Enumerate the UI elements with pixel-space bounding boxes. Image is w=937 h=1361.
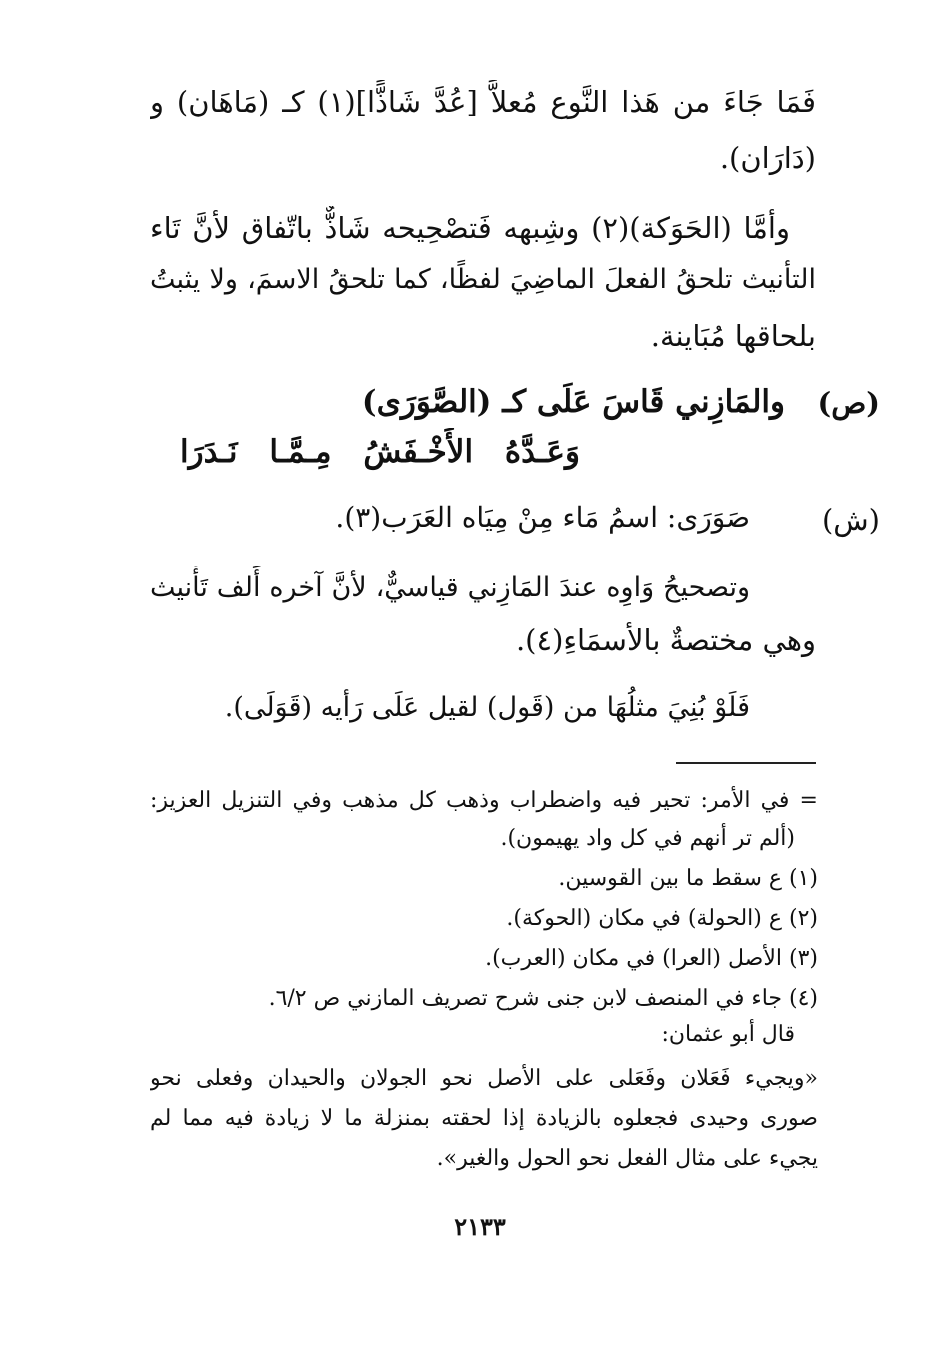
main-text-line: وأمَّا (الحَوَكة)(٢) وشِبهه فَتصْحِيحه شَاذٌّ باتّفاق لأنَّ تَاء [150,211,790,245]
footnote-item: (٣) الأصل (العرا) في مكان (العرب). [485,946,818,971]
main-text-line: فَلَوْ بُنِيَ مثلُهَا من (قَول) لقيل عَلَى رَأيه (قَوَلَى). [224,692,750,723]
matn-marker: (ص) [817,386,880,420]
footnote-separator [676,762,816,764]
page-number: ٢١٣٣ [454,1212,506,1241]
sharh-marker: (ش) [821,503,880,537]
sharh-line: صَوَرَى: اسمُ مَاء مِنْ مِيَاه العَرَب(٣). [335,501,750,534]
footnote-quote-line: يجيء على مثال الفعل نحو الحول والغير». [436,1146,818,1171]
main-text-line: وهي مختصةٌ بالأسمَاءِ(٤). [515,623,816,657]
footnote-quote-line: «ويجيء فَعَلان وفَعَلى على الأصل نحو الجولان والحيدان وفعلى نحو [150,1066,818,1091]
footnote-line: (ألم تر أنهم في كل واد يهيمون). [500,826,795,851]
verse-line-2: وَعَـدَّهُ الأَخْـفَشُ مِـمَّـا نَـدَرَا [180,434,580,470]
footnote-quote-line: صورى وحيدى فجعلوه بالزيادة إذا لحقته بمنزلة ما لا زيادة فيه مما لم [150,1106,818,1131]
main-text-line: (دَارَان). [719,141,816,175]
footnote-item: (١) ع سقط ما بين القوسين. [558,866,818,891]
main-text-line: التأنيث تلحقُ الفعلَ الماضِيَ لفظًا، كما تلحقُ الاسمَ، ولا يثبتُ [150,264,816,295]
footnote-line: = في الأمر: تحير فيه واضطراب وذهب كل مذهب وفي التنزيل العزيز: [150,788,818,813]
main-text-line: بلحاقها مُبَاينة. [650,319,816,353]
main-text-line: فَمَا جَاءَ من هَذا النَّوع مُعلاًّ [عُدَّ شَاذًّا](١) كـ (مَاهَان) و [150,85,816,119]
main-text-line: وتصحيحُ وَاوِه عندَ المَازِني قياسيٌّ، لأنَّ آخره أَلف تَأْنيث [150,572,750,603]
footnote-item: (٤) جاء في المنصف لابن جنى شرح تصريف المازني ص ٦/٢. [268,986,818,1011]
verse-line-1: والمَازِني قَاسَ عَلَى كـ (الصَّوَرَى) [361,384,785,420]
footnote-item: (٢) ع (الحولة) في مكان (الحوكة). [506,906,818,931]
footnote-quote-intro: قال أبو عثمان: [661,1022,795,1047]
